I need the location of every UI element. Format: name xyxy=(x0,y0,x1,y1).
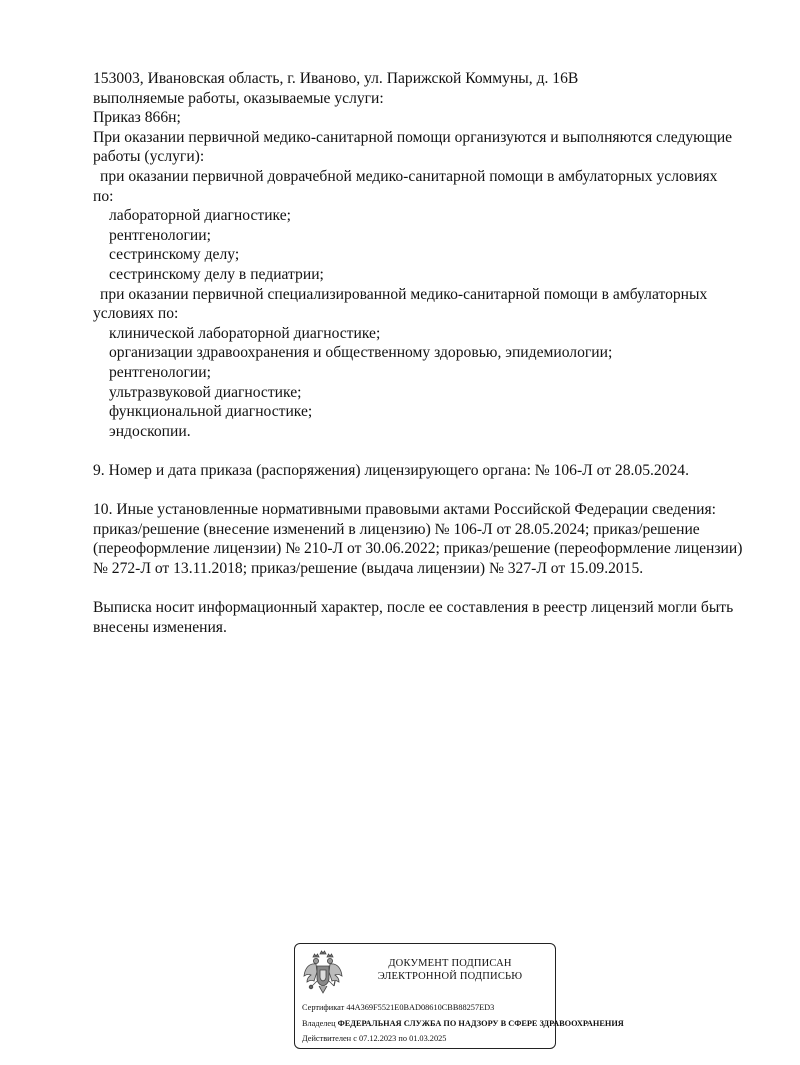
electronic-signature-stamp xyxy=(294,943,624,1049)
stamp-title-line: ДОКУМЕНТ ПОДПИСАН xyxy=(388,958,512,969)
list-item: клинической лабораторной диагностике; xyxy=(109,324,381,342)
section-10-line: 10. Иные установленные нормативными правовыми актами Российской Федерации сведения: xyxy=(93,501,717,519)
coat-of-arms-icon xyxy=(303,950,343,994)
certificate-row xyxy=(302,1003,494,1013)
paragraph-gap xyxy=(93,578,773,598)
stamp-title xyxy=(355,957,545,983)
primary-care-intro: При оказании первичной медико-санитарной помощи организуются и выполняются следующие xyxy=(93,128,733,146)
document-body xyxy=(93,69,773,637)
list-item: сестринскому делу в педиатрии; xyxy=(109,265,324,283)
section-9: 9. Номер и дата приказа (распоряжения) лицензирующего органа: № 106-Л от 28.05.2024. xyxy=(93,461,690,479)
disclaimer-line: Выписка носит информационный характер, после ее составления в реестр лицензий могли быть xyxy=(93,599,734,617)
validity-row xyxy=(302,1034,446,1044)
works-label: выполняемые работы, оказываемые услуги: xyxy=(93,89,384,107)
stamp-title-line: ЭЛЕКТРОННОЙ ПОДПИСЬЮ xyxy=(377,971,523,982)
order-reference: Приказ 866н; xyxy=(93,109,181,127)
validity-to-label: по xyxy=(398,1034,407,1043)
list-item: сестринскому делу; xyxy=(109,246,240,264)
prehospital-intro-cont: по: xyxy=(93,187,114,205)
list-item: эндоскопии. xyxy=(109,422,191,440)
section-10-line: № 272-Л от 13.11.2018; приказ/решение (выдача лицензии) № 327-Л от 15.09.2015. xyxy=(93,559,644,577)
owner-row xyxy=(302,1019,624,1029)
section-10-line: приказ/решение (внесение изменений в лицензию) № 106-Л от 28.05.2024; приказ/решение xyxy=(93,520,700,538)
specialized-intro: при оказании первичной специализированной медико-санитарной помощи в амбулаторных xyxy=(100,285,708,303)
prehospital-intro: при оказании первичной доврачебной медико-санитарной помощи в амбулаторных условиях xyxy=(100,167,718,185)
valid-to: 01.03.2025 xyxy=(409,1034,447,1043)
list-item: организации здравоохранения и общественному здоровью, эпидемиологии; xyxy=(109,344,613,362)
certificate-value: 44A369F5521E0BAD08610CBB88257ED3 xyxy=(346,1003,495,1012)
address-line: 153003, Ивановская область, г. Иваново, ул. Парижской Коммуны, д. 16В xyxy=(93,70,579,87)
list-item: рентгенологии; xyxy=(109,226,211,244)
list-item: рентгенологии; xyxy=(109,363,211,381)
list-item: функциональной диагностике; xyxy=(109,403,313,421)
paragraph-gap xyxy=(93,441,773,461)
certificate-label: Сертификат xyxy=(302,1003,345,1012)
valid-from: 07.12.2023 xyxy=(358,1034,397,1043)
paragraph-gap xyxy=(93,480,773,500)
owner-value: ФЕДЕРАЛЬНАЯ СЛУЖБА ПО НАДЗОРУ В СФЕРЕ ЗДРАВООХРАНЕНИЯ xyxy=(337,1019,624,1028)
owner-label: Владелец xyxy=(302,1019,336,1028)
validity-label: Действителен с xyxy=(302,1034,357,1043)
disclaimer-line: внесены изменения. xyxy=(93,618,227,636)
list-item: ультразвуковой диагностике; xyxy=(109,383,302,401)
specialized-intro-cont: условиях по: xyxy=(93,305,179,323)
section-10-line: (переоформление лицензии) № 210-Л от 30.06.2022; приказ/решение (переоформление лицензии) xyxy=(93,540,743,558)
primary-care-intro-cont: работы (услуги): xyxy=(93,148,205,166)
list-item: лабораторной диагностике; xyxy=(109,207,291,225)
